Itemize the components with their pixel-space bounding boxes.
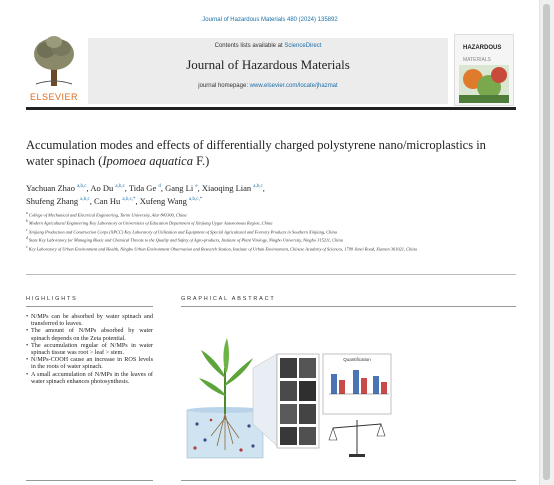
affiliation-item: $^d$ State Key Laboratory for Managing Biotic and Chemical Threats to the Quality and Safety of Agro-products, Institute of Plant Virology, Ningbo University, Ningbo 315211, China: [26, 236, 343, 243]
quantification-label: Quantification: [343, 357, 371, 362]
highlights-heading: HIGHLIGHTS: [26, 296, 78, 302]
journal-title[interactable]: Journal of Hazardous Materials: [186, 57, 350, 72]
journal-cover-image[interactable]: [454, 34, 514, 106]
footer-rule-left: [26, 480, 153, 481]
contents-availability: Contents lists available at ScienceDirect: [214, 43, 322, 49]
journal-homepage-link[interactable]: www.elsevier.com/locate/jhazmat: [249, 83, 338, 89]
graphical-abstract-figure[interactable]: [181, 328, 396, 464]
affiliation-item: $^c$ Xinjiang Production and Construction Corps (XPCC) Key Laboratory of Utilization and Equipment of Special Agricultural and Forestry Products in Southern Xinjiang, China: [26, 227, 337, 235]
elsevier-tree-icon: [30, 34, 78, 88]
graphical-abstract-rule: [181, 306, 516, 307]
journal-homepage: journal homepage: www.elsevier.com/locate/jhazmat: [198, 83, 338, 89]
highlights-list: [26, 313, 153, 385]
running-header: Journal of Hazardous Materials 480 (2024) 135892: [202, 17, 338, 23]
scrollbar-thumb[interactable]: [543, 4, 550, 480]
author-name[interactable]: Xiaoqing Lian: [201, 182, 252, 193]
graphical-abstract-artwork: [181, 328, 396, 464]
header-rule: [26, 107, 516, 110]
affiliation-item: $^b$ Modern Agricultural Engineering Key Laboratory at Universities of Education Department of Xinjiang Uygur Autonomous Region, China: [26, 219, 273, 226]
author-list: Yachuan Zhao $^{a,b,c}$, Ao Du $^{a,b,c}$, Tida Ge $^d$, Gang Li $^e$, Xiaoqing Lian $^{a,b,c}$, Shufeng Zhang $^{a,b,c}$, Can Hu $^{a,b,c,*}$, Xufeng Wang $^{a,b,c,*}$: [26, 182, 265, 206]
highlight-item: • A small accumulation of N/MPs in the leaves of water spinach enhances photosynthesis.: [26, 371, 153, 385]
elsevier-wordmark: ELSEVIER: [29, 92, 79, 102]
footer-rule-right: [181, 480, 516, 481]
author-name[interactable]: Shufeng Zhang: [26, 195, 79, 206]
section-divider: [26, 274, 516, 275]
highlight-item: • N/MPs-COOH cause an increase in ROS levels in the roots of water spinach.: [26, 356, 153, 370]
vertical-scrollbar[interactable]: [539, 0, 554, 485]
cover-artwork: [459, 65, 509, 103]
cover-title: HAZARDOUS: [463, 45, 502, 51]
author-name[interactable]: Can Hu: [94, 195, 121, 206]
author-name[interactable]: Xufeng Wang: [139, 195, 187, 206]
graphical-abstract-heading: GRAPHICAL ABSTRACT: [181, 296, 276, 302]
article-title: Accumulation modes and effects of differentially charged polystyrene nano/microplastics in water spinach (Ipomoea aquatica F.): [26, 138, 486, 168]
affiliations: [26, 210, 496, 252]
journal-header: [26, 32, 516, 106]
affiliation-item: $^e$ Key Laboratory of Urban Environment and Health, Ningbo Urban Environment Observation and Research Station, Institute of Urban Environment, Chinese Academy of Sciences, 1799 Jimei Road, Xiamen 361021, China: [26, 244, 417, 252]
author-name[interactable]: Gang Li: [165, 182, 194, 193]
author-name[interactable]: Ao Du: [90, 182, 114, 193]
cover-subtitle: MATERIALS: [463, 57, 491, 63]
author-name[interactable]: Tida Ge: [128, 182, 157, 193]
affiliation-item: $^a$ College of Mechanical and Electrical Engineering, Tarim University, Alar 843300, China: [26, 211, 187, 218]
journal-banner: [88, 38, 448, 104]
elsevier-logo[interactable]: [26, 32, 82, 104]
author-name[interactable]: Yachuan Zhao: [26, 182, 75, 193]
sciencedirect-link[interactable]: ScienceDirect: [284, 43, 322, 49]
highlight-item: • N/MPs can be absorbed by water spinach and transferred to leaves.: [26, 313, 153, 327]
highlight-item: • The accumulation regular of N/MPs in water spinach tissue was root > leaf > stem.: [26, 342, 153, 356]
highlights-rule: [26, 306, 153, 307]
highlight-item: • The amount of N/MPs absorbed by water spinach depends on the Zeta potential.: [26, 327, 153, 341]
